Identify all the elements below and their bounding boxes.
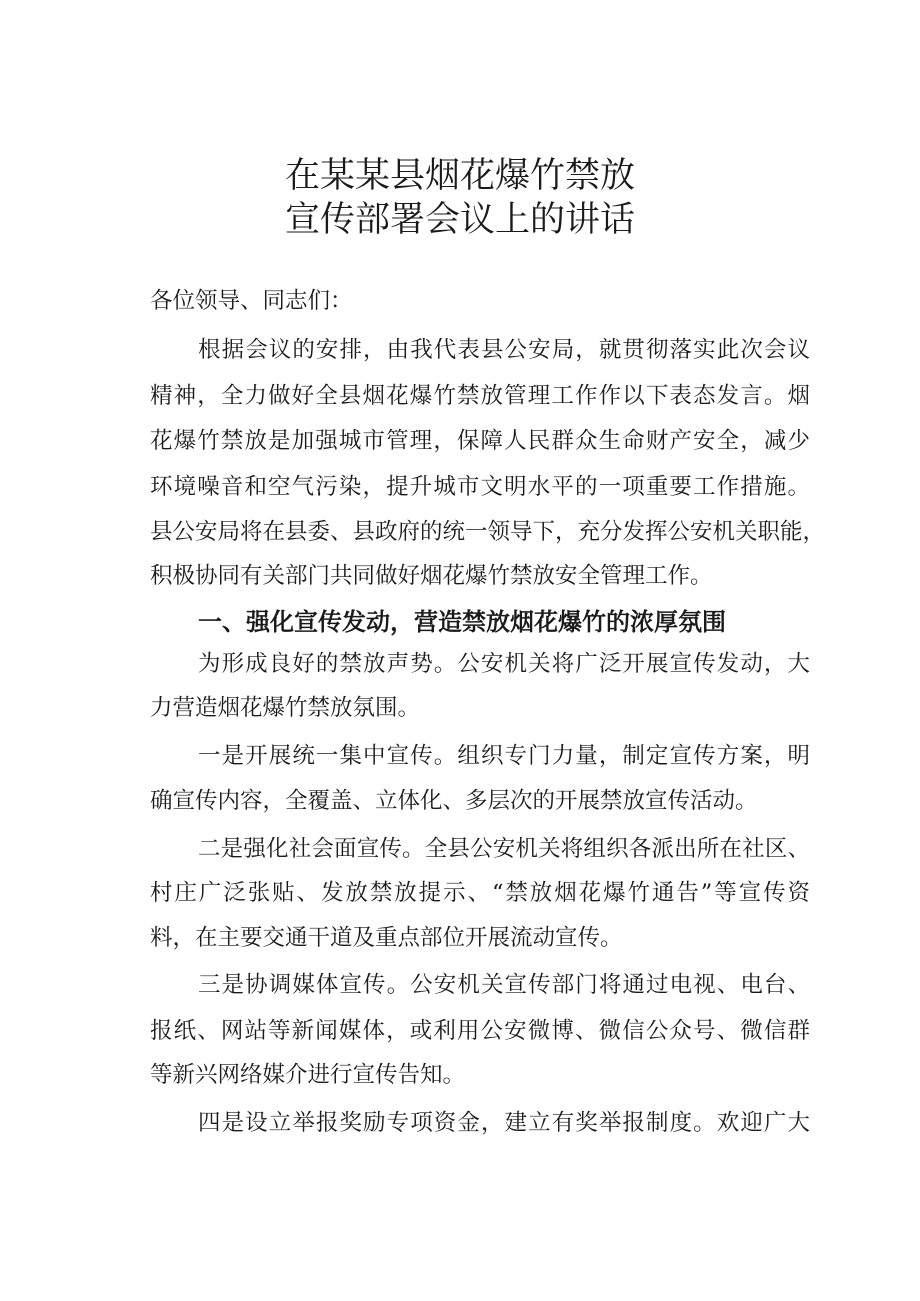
paragraph-line: 二是强化社会面宣传。全县公安机关将组织各派出所在社区、: [198, 836, 810, 862]
document-title-line-1: 在某某县烟花爆竹禁放: [284, 156, 635, 196]
paragraph-line: 花爆竹禁放是加强城市管理，保障人民群众生命财产安全，减少: [150, 428, 810, 454]
paragraph-line: 确宣传内容，全覆盖、立体化、多层次的开展禁放宣传活动。: [150, 788, 758, 814]
paragraph-line: 力营造烟花爆竹禁放氛围。: [150, 695, 421, 721]
paragraph-line: 村庄广泛张贴、发放禁放提示、“禁放烟花爆竹通告”等宣传资: [150, 880, 810, 906]
paragraph-line: 根据会议的安排，由我代表县公安局，就贯彻落实此次会议: [198, 337, 810, 363]
salutation: 各位领导、同志们：: [150, 288, 353, 314]
paragraph-line: 一是开展统一集中宣传。组织专门力量，制定宣传方案，明: [198, 743, 810, 769]
paragraph-line: 报纸、网站等新闻媒体，或利用公安微博、微信公众号、微信群: [150, 1018, 810, 1044]
paragraph-line: 料，在主要交通干道及重点部位开展流动宣传。: [150, 925, 623, 951]
paragraph-line: 三是协调媒体宣传。公安机关宣传部门将通过电视、电台、: [198, 972, 810, 998]
document-title-line-2: 宣传部署会议上的讲话: [284, 200, 635, 240]
paragraph-line: 环境噪音和空气污染，提升城市文明水平的一项重要工作措施。: [150, 474, 810, 500]
paragraph-line: 等新兴网络媒介进行宣传告知。: [150, 1062, 466, 1088]
section-heading: 一、强化宣传发动，营造禁放烟花爆竹的浓厚氛围: [198, 608, 726, 636]
paragraph-line: 四是设立举报奖励专项资金，建立有奖举报制度。欢迎广大: [198, 1110, 810, 1136]
paragraph-line: 为形成良好的禁放声势。公安机关将广泛开展宣传发动，大: [198, 651, 810, 677]
paragraph-line: 积极协同有关部门共同做好烟花爆竹禁放安全管理工作。: [150, 563, 713, 589]
paragraph-line: 精神，全力做好全县烟花爆竹禁放管理工作作以下表态发言。烟: [150, 383, 810, 409]
paragraph-line: 县公安局将在县委、县政府的统一领导下，充分发挥公安机关职能，: [150, 519, 826, 545]
